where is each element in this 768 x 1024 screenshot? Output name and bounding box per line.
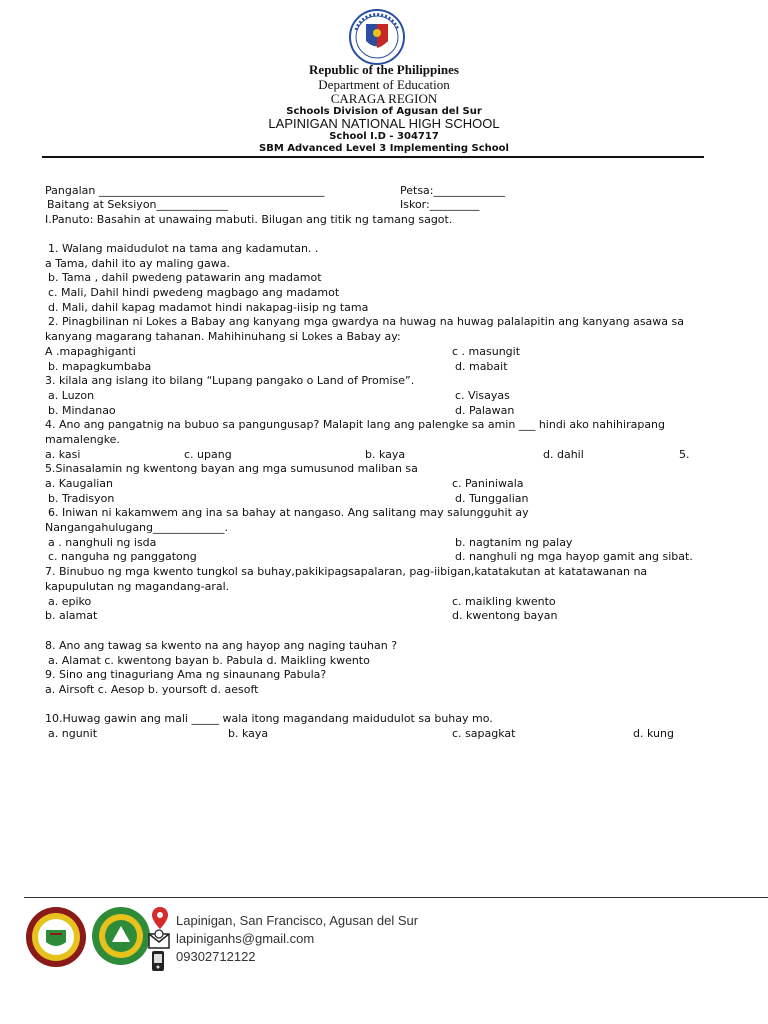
footer-divider	[24, 897, 768, 898]
question-line: b. nagtanim ng palay	[455, 536, 573, 549]
question-line: kanyang magarang tahanan. Mahihinuhang si Lokes a Babay ay:	[45, 330, 401, 343]
school-seal-logo-left	[24, 906, 88, 968]
question-line: c. Mali, Dahil hindi pwedeng magbago ang madamot	[48, 286, 340, 299]
question-line: kapupulutan ng magandang-aral.	[45, 580, 230, 593]
question-line: 2. Pinagbilinan ni Lokes a Babay ang kanyang mga gwardya na huwag na huwag palalapitin ang kanyang asawa sa	[48, 315, 685, 328]
question-line: a. epiko	[48, 595, 92, 608]
question-line: c. maikling kwento	[452, 595, 556, 608]
header-divider	[42, 156, 704, 158]
question-line: 5.	[679, 448, 690, 461]
question-line: a. Airsoft c. Aesop b. yoursoft d. aesoft	[45, 683, 259, 696]
question-line: Nangangahulugang_____________.	[45, 521, 229, 534]
question-line: 5.Sinasalamin ng kwentong bayan ang mga sumusunod maliban sa	[45, 462, 418, 475]
score-field: Iskor:_________	[400, 198, 480, 211]
section-field: Baitang at Seksiyon_____________	[47, 198, 229, 211]
question-line: a. Luzon	[48, 389, 95, 402]
question-line: a. Alamat c. kwentong bayan b. Pabula d. Maikling kwento	[48, 654, 370, 667]
question-line: d. nanghuli ng mga hayop gamit ang sibat.	[455, 550, 693, 563]
question-line: d. kwentong bayan	[452, 609, 558, 622]
name-field: Pangalan _________________________________________	[45, 184, 325, 197]
instruction: I.Panuto: Basahin at unawaing mabuti. Bilugan ang titik ng tamang sagot.	[45, 213, 453, 226]
question-line: a Tama, dahil ito ay maling gawa.	[45, 257, 230, 270]
header-republic: Republic of the Philippines	[309, 62, 459, 77]
question-line: d. Palawan	[455, 404, 515, 417]
question-line: c . masungit	[452, 345, 521, 358]
question-line: a . nanghuli ng isda	[48, 536, 157, 549]
header-school: LAPINIGAN NATIONAL HIGH SCHOOL	[268, 116, 500, 131]
header-department: Department of Education	[318, 77, 450, 92]
question-line: b. Tradisyon	[48, 492, 115, 505]
footer-email[interactable]: lapiniganhs@gmail.com	[176, 931, 315, 946]
question-line: d. mabait	[455, 360, 508, 373]
question-line: 6. Iniwan ni kakamwem ang ina sa bahay at nangaso. Ang salitang may salungguhit ay	[48, 506, 529, 519]
question-line: c. nanguha ng panggatong	[48, 550, 197, 563]
question-line: c. Visayas	[455, 389, 510, 402]
school-seal-logo-right	[90, 906, 152, 966]
question-line: d. Mali, dahil kapag madamot hindi nakapag-iisip ng tama	[48, 301, 369, 314]
header-region: CARAGA REGION	[330, 91, 438, 106]
question-line: b. mapagkumbaba	[48, 360, 152, 373]
footer-address: Lapinigan, San Francisco, Agusan del Sur	[176, 913, 419, 928]
question-line: b. kaya	[228, 727, 269, 740]
question-line: a. Kaugalian	[45, 477, 114, 490]
question-line: b. Mindanao	[48, 404, 116, 417]
question-line: d. kung	[633, 727, 674, 740]
header-sbm: SBM Advanced Level 3 Implementing School	[259, 143, 509, 154]
footer-phone: 09302712122	[176, 949, 256, 964]
question-line: c. upang	[184, 448, 232, 461]
question-line: d. Tunggalian	[455, 492, 529, 505]
question-line: c. sapagkat	[452, 727, 516, 740]
question-line: 7. Binubuo ng mga kwento tungkol sa buhay,pakikipagsapalaran, pag-iibigan,katatakutan at katatawanan na	[45, 565, 648, 578]
mobile-phone-icon	[151, 950, 165, 972]
question-line: A .mapaghiganti	[45, 345, 136, 358]
question-line: 4. Ano ang pangatnig na bubuo sa pangungusap? Malapit lang ang palengke sa amin ___ hindi ako nahihirapang	[45, 418, 666, 431]
question-line: b. Tama , dahil pwedeng patawarin ang madamot	[48, 271, 322, 284]
email-icon	[148, 929, 170, 949]
deped-seal-logo	[342, 8, 412, 66]
question-line: a. kasi	[45, 448, 81, 461]
question-line: 1. Walang maidudulot na tama ang kadamutan. .	[48, 242, 319, 255]
question-line: c. Paniniwala	[452, 477, 524, 490]
question-line: 3. kilala ang islang ito bilang “Lupang pangako o Land of Promise”.	[45, 374, 415, 387]
question-line: a. ngunit	[48, 727, 98, 740]
question-line: d. dahil	[543, 448, 584, 461]
question-line: b. kaya	[365, 448, 406, 461]
question-line: 9. Sino ang tinaguriang Ama ng sinaunang Pabula?	[45, 668, 327, 681]
date-field: Petsa:_____________	[400, 184, 505, 197]
question-line: mamalengke.	[45, 433, 120, 446]
question-line: b. alamat	[45, 609, 98, 622]
question-line: 8. Ano ang tawag sa kwento na ang hayop ang naging tauhan ?	[45, 639, 398, 652]
header-division: Schools Division of Agusan del Sur	[286, 106, 482, 117]
header-school-id: School I.D - 304717	[329, 131, 439, 142]
location-pin-icon	[150, 906, 170, 930]
question-line: 10.Huwag gawin ang mali _____ wala itong magandang maidudulot sa buhay mo.	[45, 712, 493, 725]
